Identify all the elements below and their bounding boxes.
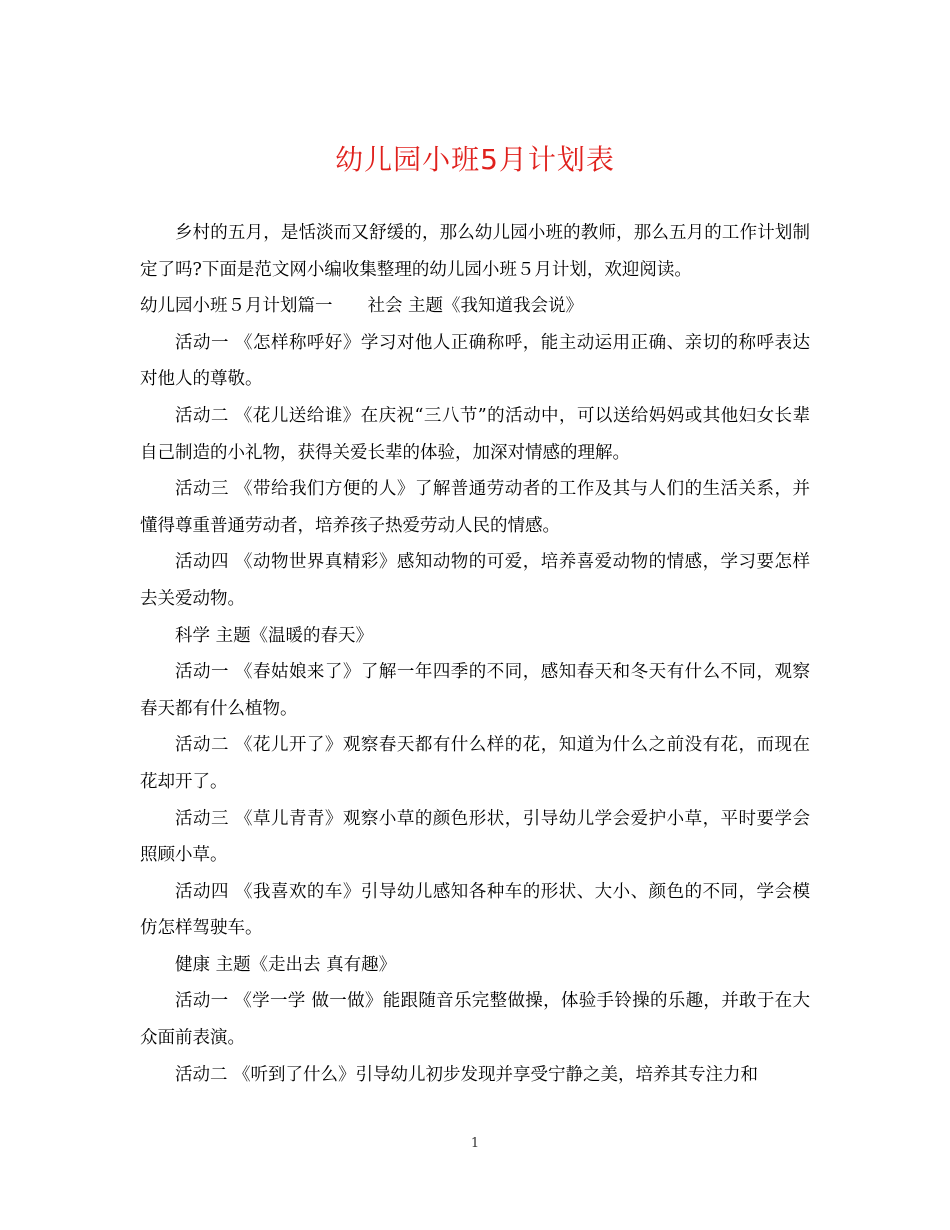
paragraph: 科学 主题《温暖的春天》: [175, 625, 374, 646]
paragraph: 活动一 《怎样称呼好》学习对他人正确称呼，能主动运用正确、亲切的称呼表达对他人的尊敬。: [140, 332, 810, 390]
paragraph: 活动三 《草儿青青》观察小草的颜色形状，引导幼儿学会爱护小草，平时要学会照顾小草。: [140, 808, 810, 866]
paragraph: 活动三 《带给我们方便的人》了解普通劳动者的工作及其与人们的生活关系，并懂得尊重普通劳动者，培养孩子热爱劳动人民的情感。: [140, 479, 810, 536]
paragraph: 活动四 《我喜欢的车》引导幼儿感知各种车的形状、大小、颜色的不同，学会模仿怎样驾驶车。: [140, 881, 810, 939]
paragraph: 健康 主题《走出去 真有趣》: [175, 954, 397, 975]
document-body: [140, 215, 810, 1093]
paragraph: 活动二 《听到了什么》引导幼儿初步发现并享受宁静之美，培养其专注力和: [175, 1064, 759, 1085]
paragraph: 活动二 《花儿开了》观察春天都有什么样的花，知道为什么之前没有花，而现在花却开了。: [140, 735, 810, 792]
paragraph: 活动一 《春姑娘来了》了解一年四季的不同，感知春天和冬天有什么不同，观察春天都有什么植物。: [140, 662, 810, 719]
paragraph: 乡村的五月，是恬淡而又舒缓的，那么幼儿园小班的教师，那么五月的工作计划制定了吗?下面是范文网小编收集整理的幼儿园小班５月计划，欢迎阅读。: [140, 223, 810, 280]
paragraph: 幼儿园小班５月计划篇一 社会 主题《我知道我会说》: [140, 296, 584, 317]
paragraph: 活动四 《动物世界真精彩》感知动物的可爱，培养喜爱动物的情感，学习要怎样去关爱动物。: [140, 552, 810, 609]
paragraph: 活动二 《花儿送给谁》在庆祝“三八节”的活动中，可以送给妈妈或其他妇女长辈自己制造的小礼物，获得关爱长辈的体验，加深对情感的理解。: [140, 405, 810, 463]
paragraph: 活动一 《学一学 做一做》能跟随音乐完整做操，体验手铃操的乐趣，并敢于在大众面前表演。: [140, 991, 810, 1049]
document-title: 幼儿园小班5月计划表: [335, 143, 615, 176]
page-number: 1: [470, 1136, 480, 1151]
